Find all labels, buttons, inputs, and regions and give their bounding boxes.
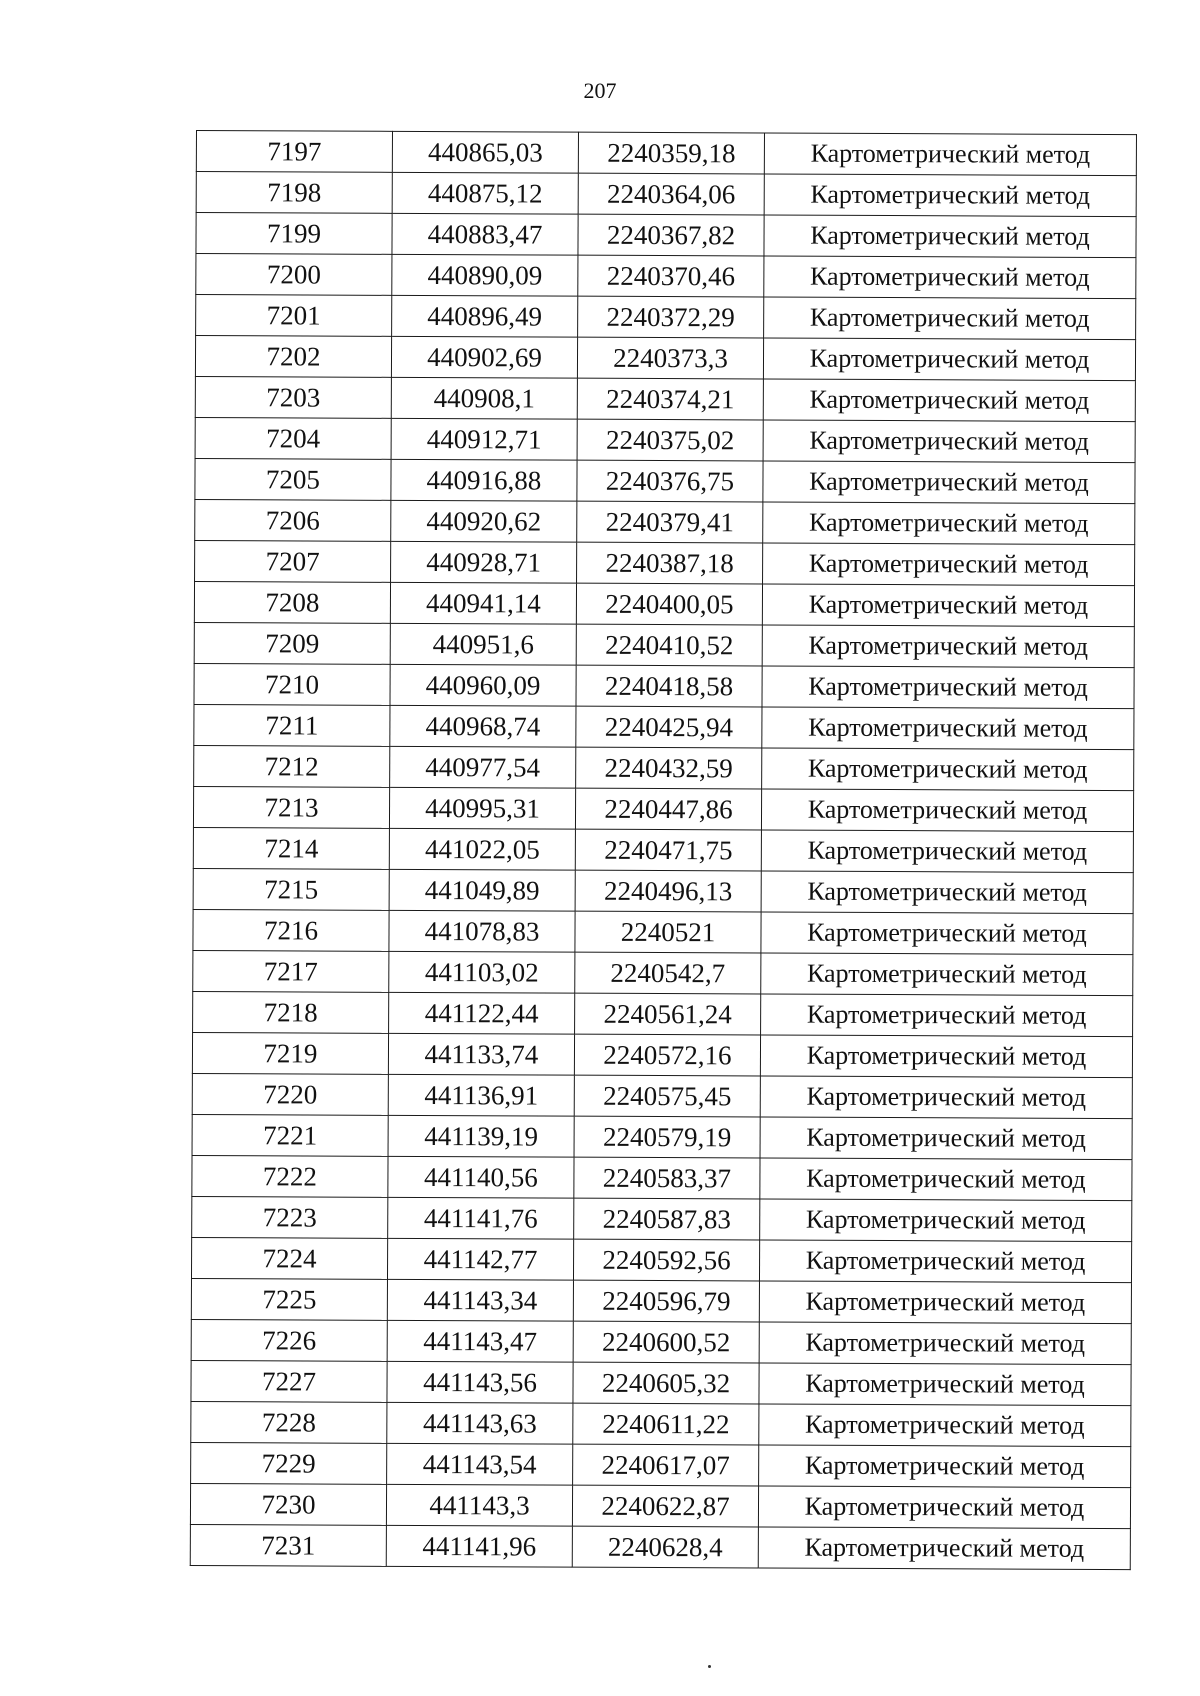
method-cell: Картометрический метод (761, 871, 1133, 914)
y-coordinate-cell: 2240418,58 (576, 665, 762, 707)
method-cell: Картометрический метод (758, 1486, 1130, 1529)
point-number-cell: 7200 (196, 254, 392, 296)
method-cell: Картометрический метод (763, 379, 1135, 422)
y-coordinate-cell: 2240575,45 (574, 1075, 760, 1117)
table-row (195, 376, 1135, 421)
table-row (195, 458, 1135, 503)
y-coordinate-cell: 2240583,37 (574, 1157, 760, 1199)
table-row (191, 1237, 1131, 1282)
table-row (192, 1032, 1132, 1077)
point-number-cell: 7224 (191, 1237, 387, 1279)
coordinates-table-body (190, 131, 1136, 1570)
x-coordinate-cell: 441022,05 (389, 828, 575, 870)
point-number-cell: 7221 (192, 1114, 388, 1156)
table-row (194, 663, 1134, 708)
method-cell: Картометрический метод (760, 1035, 1132, 1078)
method-cell: Картометрический метод (764, 133, 1136, 176)
table-row (191, 1278, 1131, 1323)
method-cell: Картометрический метод (763, 461, 1135, 504)
x-coordinate-cell: 441078,83 (389, 910, 575, 952)
table-row (194, 704, 1134, 749)
y-coordinate-cell: 2240447,86 (575, 788, 761, 830)
point-number-cell: 7220 (192, 1073, 388, 1115)
point-number-cell: 7212 (194, 745, 390, 787)
method-cell: Картометрический метод (759, 1445, 1131, 1488)
point-number-cell: 7225 (191, 1278, 387, 1320)
x-coordinate-cell: 441143,34 (387, 1279, 573, 1321)
method-cell: Картометрический метод (762, 666, 1134, 709)
y-coordinate-cell: 2240605,32 (573, 1362, 759, 1404)
x-coordinate-cell: 441143,63 (387, 1402, 573, 1444)
y-coordinate-cell: 2240400,05 (576, 583, 762, 625)
x-coordinate-cell: 441143,54 (387, 1443, 573, 1485)
x-coordinate-cell: 441139,19 (388, 1115, 574, 1157)
method-cell: Картометрический метод (764, 215, 1136, 258)
x-coordinate-cell: 440951,6 (390, 623, 576, 665)
y-coordinate-cell: 2240367,82 (578, 214, 764, 256)
method-cell: Картометрический метод (762, 707, 1134, 750)
table-row (192, 1155, 1132, 1200)
table-row (191, 1319, 1131, 1364)
table-row (190, 1524, 1130, 1569)
method-cell: Картометрический метод (762, 625, 1134, 668)
table-row (192, 1073, 1132, 1118)
table-row (195, 336, 1135, 381)
method-cell: Картометрический метод (760, 1158, 1132, 1201)
y-coordinate-cell: 2240496,13 (575, 870, 761, 912)
y-coordinate-cell: 2240579,19 (574, 1116, 760, 1158)
table-row (195, 417, 1135, 462)
x-coordinate-cell: 441049,89 (389, 869, 575, 911)
x-coordinate-cell: 441143,47 (387, 1320, 573, 1362)
point-number-cell: 7201 (196, 295, 392, 337)
y-coordinate-cell: 2240628,4 (572, 1526, 758, 1568)
x-coordinate-cell: 441136,91 (388, 1074, 574, 1116)
x-coordinate-cell: 441143,3 (386, 1484, 572, 1526)
point-number-cell: 7208 (194, 581, 390, 623)
point-number-cell: 7227 (191, 1360, 387, 1402)
point-number-cell: 7206 (195, 499, 391, 541)
method-cell: Картометрический метод (759, 1363, 1131, 1406)
table-row (191, 1360, 1131, 1405)
method-cell: Картометрический метод (763, 338, 1135, 381)
point-number-cell: 7202 (195, 336, 391, 378)
point-number-cell: 7222 (192, 1155, 388, 1197)
method-cell: Картометрический метод (764, 256, 1136, 299)
x-coordinate-cell: 440865,03 (392, 131, 578, 173)
method-cell: Картометрический метод (758, 1527, 1130, 1570)
y-coordinate-cell: 2240561,24 (575, 993, 761, 1035)
table-row (190, 1483, 1130, 1528)
point-number-cell: 7228 (191, 1401, 387, 1443)
y-coordinate-cell: 2240471,75 (575, 829, 761, 871)
table-row (194, 581, 1134, 626)
table-row (196, 213, 1136, 258)
y-coordinate-cell: 2240596,79 (573, 1280, 759, 1322)
x-coordinate-cell: 440995,31 (389, 787, 575, 829)
method-cell: Картометрический метод (759, 1240, 1131, 1283)
method-cell: Картометрический метод (762, 748, 1134, 791)
table-row (193, 786, 1133, 831)
method-cell: Картометрический метод (761, 830, 1133, 873)
point-number-cell: 7215 (193, 868, 389, 910)
y-coordinate-cell: 2240375,02 (577, 419, 763, 461)
x-coordinate-cell: 440916,88 (391, 459, 577, 501)
table-row (194, 745, 1134, 790)
x-coordinate-cell: 441140,56 (388, 1156, 574, 1198)
y-coordinate-cell: 2240372,29 (578, 296, 764, 338)
table-row (193, 868, 1133, 913)
y-coordinate-cell: 2240373,3 (577, 337, 763, 379)
method-cell: Картометрический метод (763, 420, 1135, 463)
y-coordinate-cell: 2240622,87 (572, 1485, 758, 1527)
y-coordinate-cell: 2240587,83 (574, 1198, 760, 1240)
x-coordinate-cell: 440968,74 (390, 705, 576, 747)
table-row (196, 254, 1136, 299)
table-row (191, 1442, 1131, 1487)
point-number-cell: 7203 (195, 376, 391, 418)
y-coordinate-cell: 2240572,16 (574, 1034, 760, 1076)
table-row (193, 950, 1133, 995)
method-cell: Картометрический метод (763, 502, 1135, 545)
x-coordinate-cell: 441141,76 (388, 1197, 574, 1239)
table-row (193, 909, 1133, 954)
point-number-cell: 7230 (190, 1483, 386, 1525)
method-cell: Картометрический метод (761, 789, 1133, 832)
x-coordinate-cell: 440941,14 (390, 582, 576, 624)
y-coordinate-cell: 2240425,94 (576, 706, 762, 748)
y-coordinate-cell: 2240374,21 (577, 378, 763, 420)
method-cell: Картометрический метод (759, 1322, 1131, 1365)
method-cell: Картометрический метод (764, 297, 1136, 340)
point-number-cell: 7216 (193, 909, 389, 951)
point-number-cell: 7226 (191, 1319, 387, 1361)
x-coordinate-cell: 440920,62 (391, 500, 577, 542)
x-coordinate-cell: 441141,96 (386, 1525, 572, 1567)
point-number-cell: 7209 (194, 622, 390, 664)
table-row (191, 1401, 1131, 1446)
table-row (193, 827, 1133, 872)
table-row (192, 1114, 1132, 1159)
point-number-cell: 7197 (196, 131, 392, 173)
point-number-cell: 7204 (195, 417, 391, 459)
method-cell: Картометрический метод (763, 543, 1135, 586)
x-coordinate-cell: 440875,12 (392, 172, 578, 214)
x-coordinate-cell: 440908,1 (391, 377, 577, 419)
point-number-cell: 7231 (190, 1524, 386, 1566)
point-number-cell: 7229 (191, 1442, 387, 1484)
method-cell: Картометрический метод (760, 1076, 1132, 1119)
table-row (192, 1196, 1132, 1241)
table-row (195, 499, 1135, 544)
point-number-cell: 7213 (193, 786, 389, 828)
x-coordinate-cell: 441133,74 (388, 1033, 574, 1075)
y-coordinate-cell: 2240521 (575, 911, 761, 953)
y-coordinate-cell: 2240359,18 (578, 132, 764, 174)
point-number-cell: 7205 (195, 458, 391, 500)
method-cell: Картометрический метод (764, 174, 1136, 217)
method-cell: Картометрический метод (760, 1117, 1132, 1160)
x-coordinate-cell: 440912,71 (391, 418, 577, 460)
method-cell: Картометрический метод (759, 1404, 1131, 1447)
method-cell: Картометрический метод (761, 953, 1133, 996)
x-coordinate-cell: 440902,69 (391, 336, 577, 378)
y-coordinate-cell: 2240410,52 (576, 624, 762, 666)
x-coordinate-cell: 440890,09 (392, 254, 578, 296)
table-row (194, 622, 1134, 667)
y-coordinate-cell: 2240611,22 (573, 1403, 759, 1445)
point-number-cell: 7207 (195, 540, 391, 582)
point-number-cell: 7210 (194, 663, 390, 705)
point-number-cell: 7198 (196, 172, 392, 214)
x-coordinate-cell: 441142,77 (387, 1238, 573, 1280)
y-coordinate-cell: 2240370,46 (578, 255, 764, 297)
y-coordinate-cell: 2240600,52 (573, 1321, 759, 1363)
x-coordinate-cell: 440960,09 (390, 664, 576, 706)
x-coordinate-cell: 441122,44 (389, 992, 575, 1034)
y-coordinate-cell: 2240364,06 (578, 173, 764, 215)
table-row (196, 295, 1136, 340)
table-row (193, 991, 1133, 1036)
point-number-cell: 7217 (193, 950, 389, 992)
x-coordinate-cell: 441143,56 (387, 1361, 573, 1403)
y-coordinate-cell: 2240542,7 (575, 952, 761, 994)
point-number-cell: 7223 (192, 1196, 388, 1238)
x-coordinate-cell: 441103,02 (389, 951, 575, 993)
y-coordinate-cell: 2240617,07 (573, 1444, 759, 1486)
method-cell: Картометрический метод (761, 912, 1133, 955)
method-cell: Картометрический метод (759, 1281, 1131, 1324)
method-cell: Картометрический метод (762, 584, 1134, 627)
method-cell: Картометрический метод (761, 994, 1133, 1037)
y-coordinate-cell: 2240387,18 (577, 542, 763, 584)
y-coordinate-cell: 2240432,59 (576, 747, 762, 789)
y-coordinate-cell: 2240379,41 (577, 501, 763, 543)
scan-dot-mark (708, 1665, 711, 1668)
point-number-cell: 7214 (193, 827, 389, 869)
table-row (196, 131, 1136, 176)
page-number: 207 (583, 78, 617, 103)
table-row (195, 540, 1135, 585)
y-coordinate-cell: 2240592,56 (573, 1239, 759, 1281)
x-coordinate-cell: 440928,71 (391, 541, 577, 583)
coordinates-table (190, 130, 1137, 1570)
x-coordinate-cell: 440977,54 (390, 746, 576, 788)
table-row (196, 172, 1136, 217)
point-number-cell: 7211 (194, 704, 390, 746)
y-coordinate-cell: 2240376,75 (577, 460, 763, 502)
point-number-cell: 7219 (192, 1032, 388, 1074)
x-coordinate-cell: 440896,49 (392, 295, 578, 337)
method-cell: Картометрический метод (760, 1199, 1132, 1242)
point-number-cell: 7218 (193, 991, 389, 1033)
x-coordinate-cell: 440883,47 (392, 213, 578, 255)
point-number-cell: 7199 (196, 213, 392, 255)
